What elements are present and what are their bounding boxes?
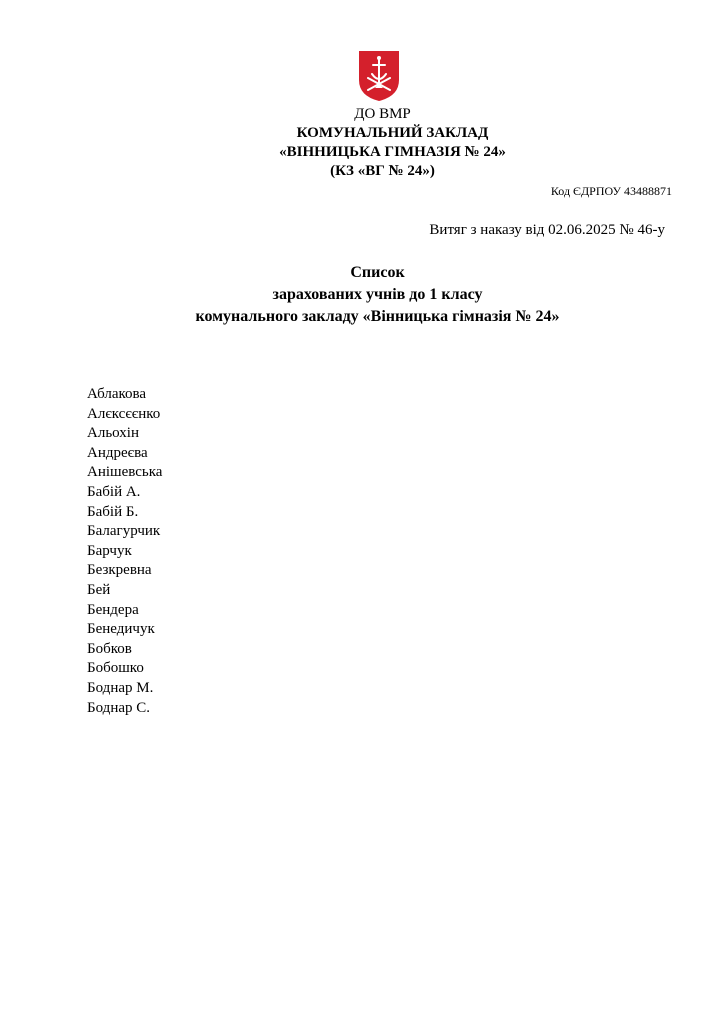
list-item: Бобошко — [87, 660, 144, 677]
institution-short-name: (КЗ «ВГ № 24») — [330, 163, 435, 179]
list-item: Бенедичук — [87, 621, 155, 638]
list-item: Боднар С. — [87, 699, 151, 716]
list-item: Бабій Б. — [87, 503, 139, 520]
list-item: Анішевська — [87, 464, 163, 481]
list-item: Бабій А. — [87, 483, 141, 500]
title-line3: комунального закладу «Вінницька гімназія № 24» — [195, 308, 560, 325]
list-item: Бобков — [87, 640, 132, 657]
parent-organization: ДО ВМР — [354, 106, 411, 122]
list-item: Альохін — [87, 425, 139, 442]
list-item: Боднар М. — [87, 679, 154, 696]
list-item: Барчук — [87, 542, 132, 559]
edrpou-code: Код ЄДРПОУ 43488871 — [550, 184, 672, 198]
title-line1: Список — [350, 264, 405, 281]
list-item: Алєксєєнко — [87, 405, 161, 422]
list-item: Безкревна — [87, 562, 152, 579]
list-item: Андреєва — [87, 444, 148, 461]
title-line2: зарахованих учнів до 1 класу — [272, 286, 483, 303]
order-extract: Витяг з наказу від 02.06.2025 № 46-у — [429, 222, 665, 238]
institution-name-line1: КОМУНАЛЬНИЙ ЗАКЛАД — [296, 125, 489, 141]
vinnytsia-coat-of-arms-icon — [358, 50, 400, 102]
list-item: Аблакова — [87, 386, 147, 402]
institution-name-line2: «ВІННИЦЬКА ГІМНАЗІЯ № 24» — [279, 144, 506, 160]
list-item: Балагурчик — [87, 523, 161, 540]
institution-header — [0, 105, 725, 181]
list-item: Бей — [87, 581, 111, 598]
list-item: Бендера — [87, 601, 139, 618]
document-title — [0, 262, 725, 328]
student-list — [87, 385, 162, 718]
